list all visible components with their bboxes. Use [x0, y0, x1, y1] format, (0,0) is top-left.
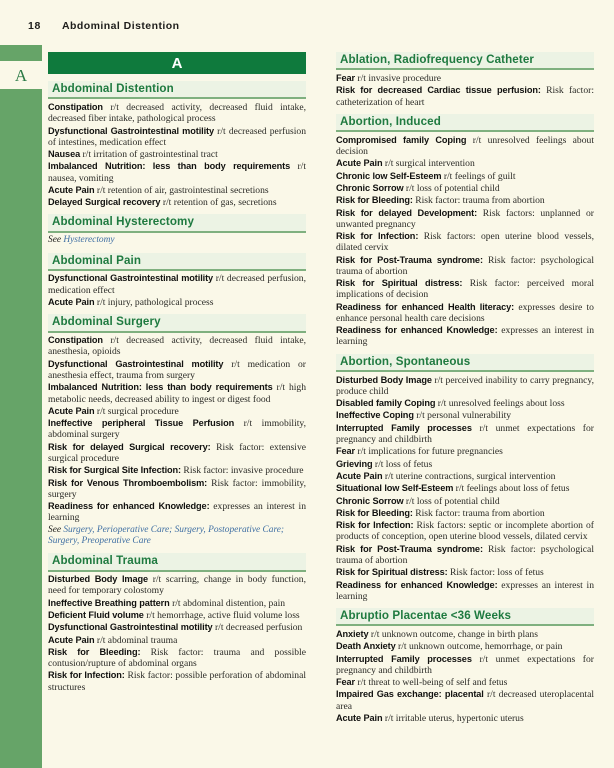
- diagnosis-label: Imbalanced Nutrition: less than body requirements: [48, 382, 273, 393]
- diagnosis-entry: [48, 335, 306, 357]
- alphabet-thumb-tab: [0, 45, 42, 768]
- related-factors: Risk factor: trauma from abortion: [412, 507, 545, 519]
- related-factors: r/t unmet expectations for pregnancy and childbirth: [336, 422, 594, 445]
- section-heading-label: Abdominal Hysterectomy: [52, 215, 195, 229]
- diagnosis-entry: [48, 670, 306, 692]
- cross-reference-target[interactable]: Hysterectomy: [63, 235, 115, 246]
- diagnosis-label: Acute Pain: [336, 470, 383, 481]
- related-factors: r/t uterine contractions, surgical intervention: [382, 470, 556, 482]
- related-factors: r/t unresolved feelings about loss: [435, 398, 565, 410]
- diagnosis-label: Death Anxiety: [336, 641, 396, 652]
- diagnosis-label: Nausea: [48, 149, 81, 160]
- diagnosis-entry: [336, 689, 594, 711]
- related-factors: Risk factor: extensive surgical procedure: [48, 441, 306, 464]
- diagnosis-entry: [48, 501, 306, 523]
- diagnosis-section: [48, 553, 306, 693]
- diagnosis-label: Risk for Infection:: [48, 670, 125, 681]
- diagnosis-entry: [336, 459, 594, 470]
- diagnosis-entry: [336, 410, 594, 421]
- diagnosis-entry: [48, 478, 306, 500]
- diagnosis-entry: [336, 171, 594, 182]
- related-factors: r/t nausea, vomiting: [48, 161, 306, 184]
- diagnosis-label: Constipation: [48, 101, 103, 112]
- diagnosis-entry: [336, 302, 594, 324]
- section-heading-label: Abruptio Placentae <36 Weeks: [340, 608, 512, 622]
- related-factors: expresses desire to enhance personal health care decisions: [336, 301, 594, 324]
- related-factors: r/t surgical procedure: [94, 405, 179, 417]
- related-factors: Risk factor: psychological trauma of abortion: [336, 543, 594, 566]
- related-factors: Risk factor: perceived moral implications of decision: [336, 278, 594, 301]
- diagnosis-label: Dysfunctional Gastrointestinal motility: [48, 358, 224, 369]
- section-heading: [48, 81, 306, 99]
- related-factors: r/t injury, pathological process: [94, 297, 214, 309]
- diagnosis-entry: [336, 471, 594, 482]
- related-factors: r/t unknown outcome, change in birth plans: [368, 628, 538, 640]
- related-factors: r/t loss of potential child: [403, 182, 500, 194]
- related-factors: r/t feelings of guilt: [441, 170, 516, 182]
- diagnosis-entry: [48, 149, 306, 160]
- related-factors: r/t threat to well-being of self and fetus: [355, 677, 508, 689]
- related-factors: r/t decreased perfusion, medication effect: [48, 273, 307, 296]
- diagnosis-label: Risk for Surgical Site Infection:: [48, 465, 182, 476]
- diagnosis-entry: [48, 647, 306, 669]
- diagnosis-entry: [48, 102, 306, 124]
- diagnosis-label: Risk for Post-Trauma syndrome:: [336, 543, 483, 554]
- cross-reference: [48, 235, 306, 246]
- diagnosis-label: Anxiety: [336, 628, 369, 639]
- diagnosis-label: Risk for Spiritual distress:: [336, 567, 448, 578]
- diagnosis-entry: [336, 73, 594, 84]
- diagnosis-label: Acute Pain: [336, 158, 383, 169]
- related-factors: r/t invasive procedure: [355, 72, 442, 84]
- diagnosis-entry: [48, 442, 306, 464]
- sections-right: [336, 52, 594, 724]
- diagnosis-label: Dysfunctional Gastrointestinal motility: [48, 125, 215, 136]
- diagnosis-entry: [336, 195, 594, 206]
- running-head: [0, 20, 614, 40]
- cross-reference-see: See: [48, 524, 64, 535]
- related-factors: r/t decreased uteroplacental area: [336, 689, 595, 712]
- section-heading: [336, 354, 594, 372]
- related-factors: r/t immobility, abdominal surgery: [48, 418, 306, 441]
- related-factors: Risk factors: open uterine blood vessels, dilated cervix: [336, 231, 594, 254]
- related-factors: Risk factor: immobility, surgery: [48, 477, 306, 500]
- diagnosis-label: Chronic Sorrow: [336, 495, 404, 506]
- letter-banner: [48, 52, 306, 74]
- diagnosis-label: Dysfunctional Gastrointestinal motility: [48, 622, 213, 633]
- diagnosis-entry: [336, 208, 594, 230]
- section-heading-label: Abdominal Distention: [52, 82, 174, 95]
- diagnosis-entry: [336, 544, 594, 566]
- diagnosis-label: Risk for Bleeding:: [336, 507, 413, 518]
- related-factors: r/t loss of fetus: [372, 458, 433, 470]
- diagnosis-label: Deficient Fluid volume: [48, 609, 144, 620]
- thumb-tab-notch: [0, 61, 42, 89]
- diagnosis-label: Risk for Infection:: [336, 231, 419, 242]
- diagnosis-label: Risk for delayed Development:: [336, 207, 478, 218]
- diagnosis-section: [336, 354, 594, 602]
- letter-banner-label: A: [171, 54, 183, 72]
- section-heading-label: Ablation, Radiofrequency Catheter: [340, 53, 534, 66]
- diagnosis-entry: [48, 297, 306, 308]
- diagnosis-label: Ineffective Breathing pattern: [48, 597, 170, 608]
- diagnosis-label: Readiness for enhanced Knowledge:: [48, 501, 210, 512]
- related-factors: Risk factors: septic or incomplete abortion of products of conception, open uterine blood vessels, dilated cervix: [336, 520, 594, 543]
- diagnosis-section: [336, 114, 594, 348]
- related-factors: Risk factor: possible perforation of abdominal structures: [48, 670, 307, 693]
- diagnosis-label: Risk for decreased Cardiac tissue perfusion:: [336, 85, 541, 96]
- diagnosis-section: [48, 253, 306, 309]
- diagnosis-label: Impaired Gas exchange: placental: [336, 689, 484, 700]
- cross-reference: [48, 525, 306, 547]
- diagnosis-label: Delayed Surgical recovery: [48, 197, 161, 208]
- related-factors: Risk factor: catheterization of heart: [336, 85, 594, 108]
- related-factors: r/t perceived inability to carry pregnancy, produce child: [336, 374, 594, 397]
- diagnosis-label: Readiness for enhanced Knowledge:: [336, 579, 498, 590]
- diagnosis-entry: [48, 610, 306, 621]
- related-factors: Risk factor: trauma from abortion: [412, 195, 545, 207]
- diagnosis-entry: [336, 85, 594, 107]
- diagnosis-label: Disturbed Body Image: [48, 574, 149, 585]
- related-factors: r/t decreased perfusion: [212, 622, 303, 634]
- related-factors: expresses an interest in learning: [336, 579, 594, 602]
- diagnosis-label: Fear: [336, 446, 356, 457]
- diagnosis-label: Interrupted Family processes: [336, 422, 472, 433]
- related-factors: r/t abdominal trauma: [94, 634, 178, 646]
- section-heading-label: Abortion, Induced: [340, 114, 441, 128]
- diagnosis-label: Ineffective peripheral Tissue Perfusion: [48, 418, 235, 429]
- related-factors: r/t retention of gas, secretions: [160, 197, 277, 209]
- diagnosis-label: Disabled family Coping: [336, 398, 436, 409]
- diagnosis-label: Risk for Infection:: [336, 520, 414, 531]
- diagnosis-label: Risk for Venous Thromboembolism:: [48, 477, 208, 488]
- section-heading: [48, 253, 306, 271]
- column-right: [336, 52, 594, 760]
- related-factors: Risk factors: unplanned or unwanted pregnancy: [336, 207, 594, 230]
- related-factors: r/t surgical intervention: [382, 158, 475, 170]
- diagnosis-label: Chronic Sorrow: [336, 182, 404, 193]
- diagnosis-label: Risk for Bleeding:: [48, 646, 141, 657]
- diagnosis-label: Dysfunctional Gastrointestinal motility: [48, 273, 214, 284]
- diagnosis-label: Ineffective Coping: [336, 410, 414, 421]
- diagnosis-label: Acute Pain: [48, 634, 95, 645]
- diagnosis-entry: [48, 382, 306, 404]
- related-factors: r/t scarring, change in body function, need for temporary colostomy: [48, 574, 306, 597]
- diagnosis-section: [48, 214, 306, 246]
- diagnosis-label: Acute Pain: [336, 712, 383, 723]
- section-heading: [48, 214, 306, 232]
- related-factors: r/t decreased perfusion of intestines, medication effect: [48, 125, 306, 148]
- related-factors: r/t retention of air, gastrointestinal secretions: [94, 184, 269, 196]
- related-factors: r/t abdominal distention, pain: [169, 597, 286, 609]
- related-factors: r/t unknown outcome, hemorrhage, or pain: [395, 641, 563, 653]
- diagnosis-section: [48, 81, 306, 208]
- diagnosis-label: Disturbed Body Image: [336, 374, 432, 385]
- page-number: 18: [28, 20, 41, 32]
- diagnosis-section: [336, 52, 594, 108]
- diagnosis-label: Risk for Post-Trauma syndrome:: [336, 254, 483, 265]
- diagnosis-entry: [336, 483, 594, 494]
- related-factors: r/t high metabolic needs, decreased ability to ingest or digest food: [48, 382, 307, 405]
- section-heading: [48, 314, 306, 332]
- diagnosis-entry: [336, 567, 594, 578]
- diagnosis-section: [48, 314, 306, 547]
- section-heading-label: Abortion, Spontaneous: [340, 354, 471, 368]
- diagnosis-entry: [336, 423, 594, 445]
- diagnosis-entry: [336, 255, 594, 277]
- diagnosis-label: Compromised family Coping: [336, 134, 467, 145]
- diagnosis-entry: [48, 273, 306, 295]
- related-factors: Risk factor: loss of fetus: [447, 567, 544, 579]
- diagnosis-entry: [48, 406, 306, 417]
- diagnosis-entry: [336, 629, 594, 640]
- diagnosis-entry: [48, 359, 306, 381]
- diagnosis-section: [336, 608, 594, 724]
- related-factors: expresses an interest in learning: [336, 325, 594, 348]
- diagnosis-entry: [336, 713, 594, 724]
- diagnosis-label: Constipation: [48, 335, 103, 346]
- diagnosis-entry: [336, 641, 594, 652]
- related-factors: r/t personal vulnerability: [413, 410, 512, 422]
- diagnosis-entry: [48, 635, 306, 646]
- diagnosis-entry: [48, 622, 306, 633]
- related-factors: r/t unmet expectations for pregnancy and childbirth: [336, 653, 594, 676]
- cross-reference-see: See: [48, 235, 64, 246]
- related-factors: r/t implications for future pregnancies: [355, 446, 503, 458]
- diagnosis-entry: [336, 183, 594, 194]
- diagnosis-entry: [336, 398, 594, 409]
- section-heading: [48, 553, 306, 571]
- diagnosis-entry: [336, 508, 594, 519]
- diagnosis-label: Readiness for enhanced Knowledge:: [336, 325, 498, 336]
- diagnosis-entry: [336, 677, 594, 688]
- diagnosis-label: Risk for delayed Surgical recovery:: [48, 441, 211, 452]
- diagnosis-entry: [336, 325, 594, 347]
- section-heading: [336, 114, 594, 132]
- related-factors: r/t hemorrhage, active fluid volume loss: [143, 609, 300, 621]
- diagnosis-entry: [336, 278, 594, 300]
- section-heading-label: Abdominal Surgery: [52, 315, 161, 329]
- diagnosis-entry: [336, 520, 594, 542]
- diagnosis-entry: [48, 465, 306, 476]
- diagnosis-entry: [48, 185, 306, 196]
- diagnosis-label: Situational low Self-Esteem: [336, 483, 454, 494]
- diagnosis-entry: [48, 197, 306, 208]
- diagnosis-label: Fear: [336, 72, 356, 83]
- diagnosis-label: Acute Pain: [48, 184, 95, 195]
- diagnosis-label: Interrupted Family processes: [336, 653, 472, 664]
- diagnosis-entry: [336, 231, 594, 253]
- diagnosis-entry: [48, 598, 306, 609]
- diagnosis-entry: [336, 496, 594, 507]
- diagnosis-label: Grieving: [336, 458, 373, 469]
- diagnosis-entry: [336, 654, 594, 676]
- related-factors: Risk factor: psychological trauma of abortion: [336, 254, 594, 277]
- diagnosis-entry: [336, 135, 594, 157]
- related-factors: Risk factor: invasive procedure: [181, 465, 304, 477]
- diagnosis-label: Imbalanced Nutrition: less than body requirements: [48, 161, 291, 172]
- page-body: [48, 52, 594, 760]
- diagnosis-entry: [336, 158, 594, 169]
- related-factors: r/t unresolved feelings about decision: [336, 134, 594, 157]
- sections-left: [48, 81, 306, 693]
- related-factors: r/t decreased activity, decreased fluid intake, anesthesia, opioids: [48, 335, 306, 358]
- diagnosis-label: Acute Pain: [48, 297, 95, 308]
- related-factors: expresses an interest in learning: [48, 501, 306, 524]
- column-left: [48, 52, 306, 760]
- diagnosis-entry: [48, 126, 306, 148]
- related-factors: r/t medication or anesthesia effect, trauma from surgery: [48, 358, 306, 381]
- diagnosis-entry: [48, 574, 306, 596]
- diagnosis-label: Fear: [336, 677, 356, 688]
- related-factors: r/t irritable uterus, hypertonic uterus: [382, 712, 524, 724]
- related-factors: r/t decreased activity, decreased fluid intake, decreased fiber intake, pathological process: [48, 101, 306, 125]
- diagnosis-label: Risk for Bleeding:: [336, 195, 413, 206]
- section-heading: [336, 608, 594, 626]
- diagnosis-entry: [336, 375, 594, 397]
- diagnosis-label: Acute Pain: [48, 405, 95, 416]
- section-heading: [336, 52, 594, 70]
- cross-reference-target[interactable]: Surgery, Perioperative Care; Surgery, Postoperative Care; Surgery, Preoperative Care: [48, 524, 285, 547]
- diagnosis-label: Chronic low Self-Esteem: [336, 170, 442, 181]
- thumb-tab-letter: A: [14, 65, 28, 85]
- running-title: Abdominal Distention: [62, 20, 180, 32]
- diagnosis-label: Readiness for enhanced Health literacy:: [336, 301, 515, 312]
- related-factors: r/t loss of potential child: [403, 495, 500, 507]
- diagnosis-entry: [336, 580, 594, 602]
- section-heading-label: Abdominal Pain: [52, 253, 142, 267]
- related-factors: Risk factor: trauma and possible contusion/rupture of abdominal organs: [48, 646, 306, 670]
- section-heading-label: Abdominal Trauma: [52, 554, 158, 568]
- diagnosis-entry: [48, 418, 306, 440]
- diagnosis-label: Risk for Spiritual distress:: [336, 278, 463, 289]
- diagnosis-entry: [336, 446, 594, 457]
- diagnosis-entry: [48, 161, 306, 183]
- related-factors: r/t feelings about loss of fetus: [453, 483, 570, 495]
- related-factors: r/t irritation of gastrointestinal tract: [80, 149, 218, 161]
